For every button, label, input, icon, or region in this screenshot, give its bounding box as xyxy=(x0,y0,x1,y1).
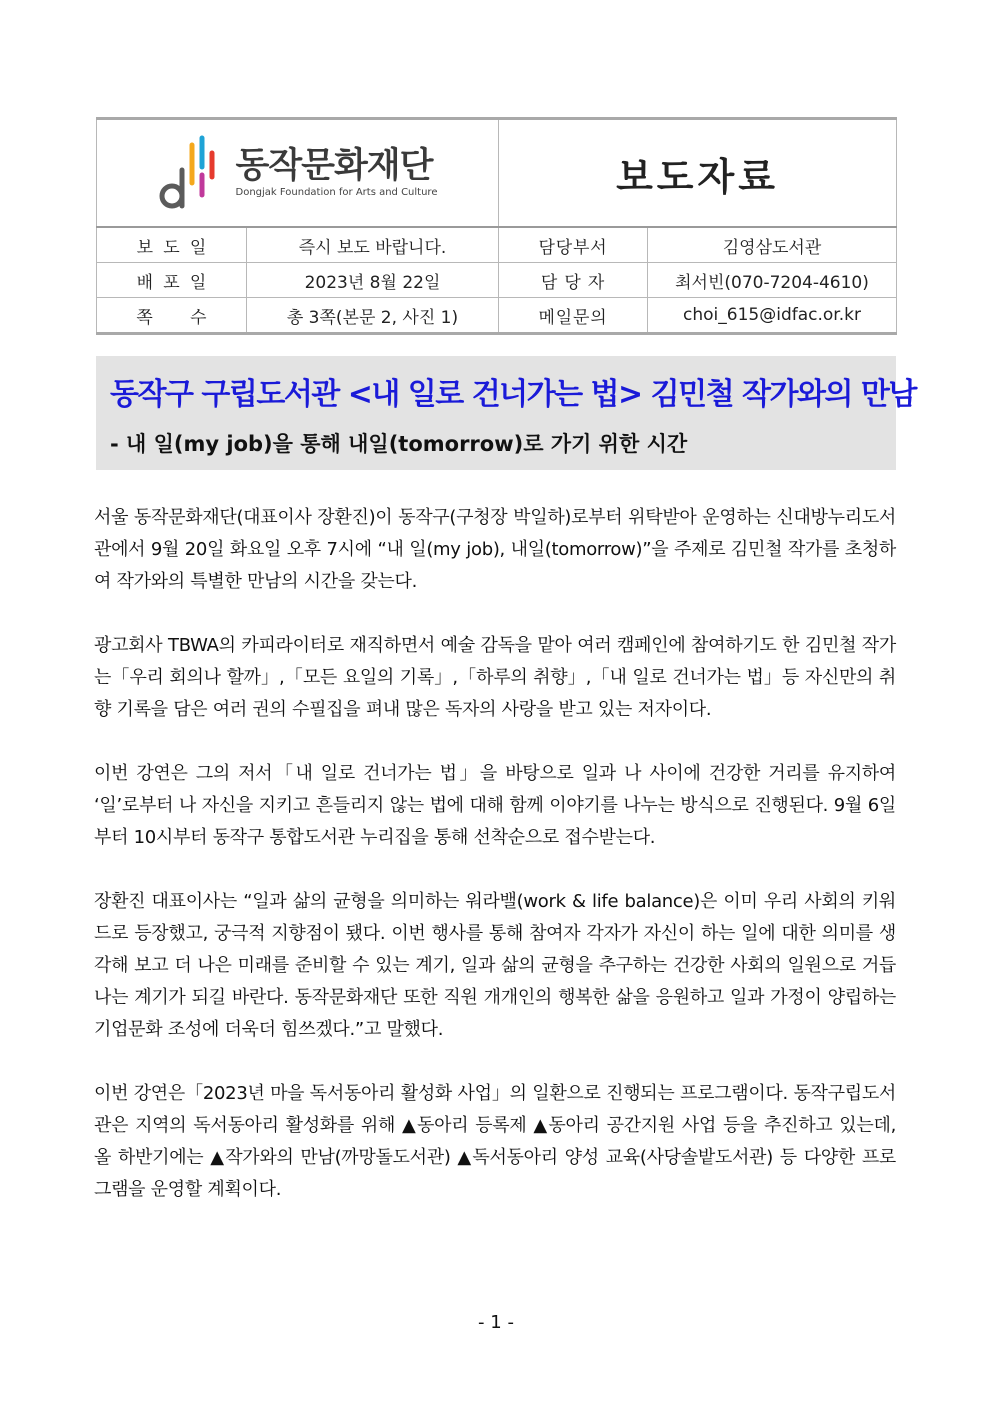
info-row-page-count xyxy=(97,298,897,334)
info-row-distribution-date xyxy=(97,263,897,298)
article-body xyxy=(94,502,896,1238)
press-release-header xyxy=(96,117,897,335)
value-distribution-date: 2023년 8월 22일 xyxy=(247,263,499,298)
dongjak-foundation-logo-icon xyxy=(158,135,222,211)
paragraph-3: 이번 강연은 그의 저서「내 일로 건너가는 법」을 바탕으로 일과 나 사이에 건강한 거리를 유지하여 ‘일’로부터 나 자신을 지키고 흔들리지 않는 법에 대해 함께 이야기를 나누는 방식으로 진행된다. 9월 6일부터 10시부터 동작구 통합도서관 누리집을 통해 선착순으로 접수받는다. xyxy=(94,763,896,848)
paragraph-4: 장환진 대표이사는 “일과 삶의 균형을 의미하는 워라밸(work & life balance)은 이미 우리 사회의 키워드로 등장했고, 궁극적 지향점이 됐다. 이번 행사를 통해 참여자 각자가 자신이 하는 일에 대한 의미를 생각해 보고 더 나은 미래를 준비할 수 있는 계기, 일과 삶의 균형을 추구하는 건강한 사회의 일원으로 거듭나는 계기가 되길 바란다. 동작문화재단 또한 직원 개개인의 행복한 삶을 응원하고 일과 가정이 양립하는 기업문화 조성에 더욱더 힘쓰겠다.”고 말했다. xyxy=(94,891,896,1040)
logo-name-en: Dongjak Foundation for Arts and Culture xyxy=(235,187,438,199)
logo-name-ko: 동작문화재단 xyxy=(235,145,433,186)
label-distribution-date: 배포일 xyxy=(97,263,247,298)
label-email: 메일문의 xyxy=(499,298,648,334)
paragraph-1: 서울 동작문화재단(대표이사 장환진)이 동작구(구청장 박일하)로부터 위탁받아 운영하는 신대방누리도서관에서 9월 20일 화요일 오후 7시에 “내 일(my job), 내일(tomorrow)”을 주제로 김민철 작가를 초청하여 작가와의 특별한 만남의 시간을 갖는다. xyxy=(94,507,896,592)
label-release-date: 보도일 xyxy=(97,227,247,263)
doc-type-cell xyxy=(499,119,897,228)
sub-title: - 내 일(my job)을 통해 내일(tomorrow)로 가기 위한 시간 xyxy=(110,432,688,456)
headline-box xyxy=(96,356,916,470)
page-number: - 1 - xyxy=(478,1312,514,1333)
value-department: 김영삼도서관 xyxy=(648,227,897,263)
doc-type-title: 보도자료 xyxy=(616,154,779,199)
label-contact-person: 담 당 자 xyxy=(499,263,648,298)
paragraph-2: 광고회사 TBWA의 카피라이터로 재직하면서 예술 감독을 맡아 여러 캠페인에 참여하기도 한 김민철 작가는「우리 회의나 할까」,「모든 요일의 기록」,「하루의 취향」,「내 일로 건너가는 법」등 자신만의 취향 기록을 담은 여러 권의 수필집을 펴내 많은 독자의 사랑을 받고 있는 저자이다. xyxy=(94,635,896,720)
value-contact-person: 최서빈(070-7204-4610) xyxy=(648,263,897,298)
label-page-count: 쪽수 xyxy=(97,298,247,334)
value-page-count: 총 3쪽(본문 2, 사진 1) xyxy=(247,298,499,334)
main-title: 동작구 구립도서관 <내 일로 건너가는 법> 김민철 작가와의 만남 xyxy=(110,377,916,412)
paragraph-5: 이번 강연은「2023년 마을 독서동아리 활성화 사업」의 일환으로 진행되는 프로그램이다. 동작구립도서관은 지역의 독서동아리 활성화를 위해 ▲동아리 등록제 ▲동아리 공간지원 사업 등을 추진하고 있는데, 올 하반기에는 ▲작가와의 만남(까망돌도서관) ▲독서동아리 양성 교육(사당솔밭도서관) 등 다양한 프로그램을 운영할 계획이다. xyxy=(94,1083,896,1200)
info-row-release-date xyxy=(97,227,897,263)
value-email[interactable]: choi_615@idfac.or.kr xyxy=(648,298,897,334)
logo-cell xyxy=(97,119,499,228)
value-release-date: 즉시 보도 바랍니다. xyxy=(247,227,499,263)
label-department: 담당부서 xyxy=(499,227,648,263)
